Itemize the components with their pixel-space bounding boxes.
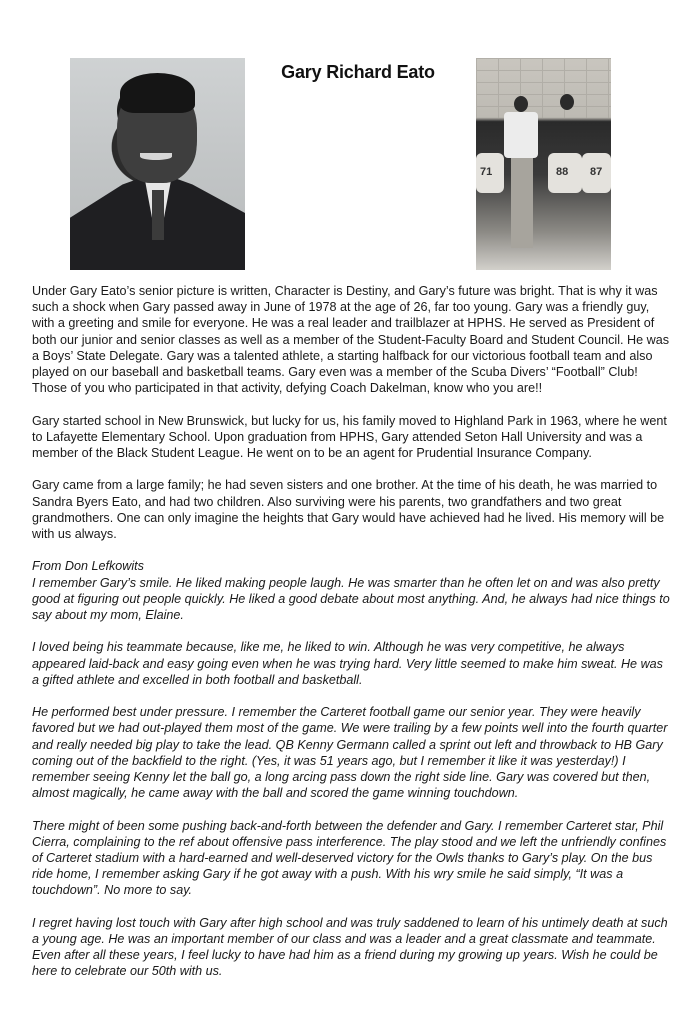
remembrance-paragraph: He performed best under pressure. I remember the Carteret football game our senior year. They were heavily favored but we had out-played them most of the game. We were trailing by a few points well into the fourth quarter and really needed big play to take the lead. QB Kenny Germann called a sprint out left and throwback to HB Gary coming out of the backfield to the right. (Yes, it was 51 years ago, but I remember it like it was yesterday!) I remember seeing Kenny let the ball go, a long arcing pass down the right side line. Gary was covered but then, almost magically, he came away with the ball and scored the game winning touchdown. bbox=[32, 705, 668, 801]
senior-portrait-photo bbox=[70, 58, 245, 270]
remembrance-paragraph: I regret having lost touch with Gary after high school and was truly saddened to learn of his untimely death at such a young age. He was an important member of our class and was a leader and a great classmate and teammate. Even after all these years, I feel lucky to have had him as a friend during my growing up years. Wish he could be here to celebrate our 50th with us. bbox=[32, 915, 668, 979]
jersey-number: 71 bbox=[480, 166, 493, 178]
portrait-hair bbox=[120, 73, 195, 113]
remembrance-paragraph: I loved being his teammate because, like me, he liked to win. Although he was very competitive, he always appeared laid-back and easy going even when he was trying hard. Very little seemed to make him sweat. He was a gifted athlete and excelled in both football and basketball. bbox=[32, 640, 663, 687]
bio-paragraph: Under Gary Eato’s senior picture is written, Character is Destiny, and Gary’s future was bright. That is why it was such a shock when Gary passed away in June of 1978 at the age of 26, far too young. Gary was a friendly guy, with a greeting and smile for everyone. He was a real leader and trailblazer at HPHS. He served as President of both our junior and senior classes as well as a member of the Student-Faculty Board and Student Council. He was a Boys’ State Delegate. Gary was a talented athlete, a starting halfback for our victorious football team and also played on our baseball and basketball teams. Gary even was a member of the Scuba Divers’ “Football” Club! Those of you who participated in that activity, defying Coach Dakelman, know who you are!! bbox=[32, 284, 670, 396]
gym-wall bbox=[476, 58, 611, 118]
remembrance-attribution: From Don Lefkowits bbox=[32, 559, 144, 574]
jersey-number: 88 bbox=[556, 166, 569, 178]
pep-rally-photo bbox=[476, 58, 611, 270]
person-torso bbox=[504, 112, 538, 158]
football-icon bbox=[560, 94, 574, 110]
page-title: Gary Richard Eato bbox=[281, 62, 435, 82]
remembrance-paragraph: I remember Gary’s smile. He liked making people laugh. He was smarter than he often let on and was also pretty good at figuring out people quickly. He liked a good debate about most anything. And, he always had nice things to say about my mom, Elaine. bbox=[32, 575, 670, 623]
article-body bbox=[32, 283, 672, 996]
standing-person bbox=[508, 96, 534, 256]
person-legs bbox=[511, 158, 533, 248]
person-head bbox=[514, 96, 528, 112]
portrait-smile bbox=[140, 153, 172, 160]
bio-paragraph: Gary came from a large family; he had seven sisters and one brother. At the time of his death, he was married to Sandra Byers Eato, and had two children. Also surviving were his parents, two grandfathers and two great grandmothers. One can only imagine the heights that Gary would have achieved had he lived. His memory will be with us always. bbox=[32, 478, 665, 542]
remembrance-paragraph: There might of been some pushing back-and-forth between the defender and Gary. I remember Carteret star, Phil Cierra, complaining to the ref about offensive pass interference. The play stood and we left the unfriendly confines of Carteret stadium with a hard-earned and well-deserved victory for the Owls thanks to Gary’s play. On the bus ride home, I remember asking Gary if he got away with a push. With his wry smile he said simply, “It was a touchdown”. No more to say. bbox=[32, 818, 667, 898]
bio-paragraph: Gary started school in New Brunswick, but lucky for us, his family moved to Highland Park in 1963, where he went to Lafayette Elementary School. Upon graduation from HPHS, Gary attended Seton Hall University and was a member of the Black Student League. He went on to be an agent for Prudential Insurance Company. bbox=[32, 413, 667, 461]
jersey-number: 87 bbox=[590, 166, 603, 178]
portrait-tie bbox=[152, 190, 164, 240]
